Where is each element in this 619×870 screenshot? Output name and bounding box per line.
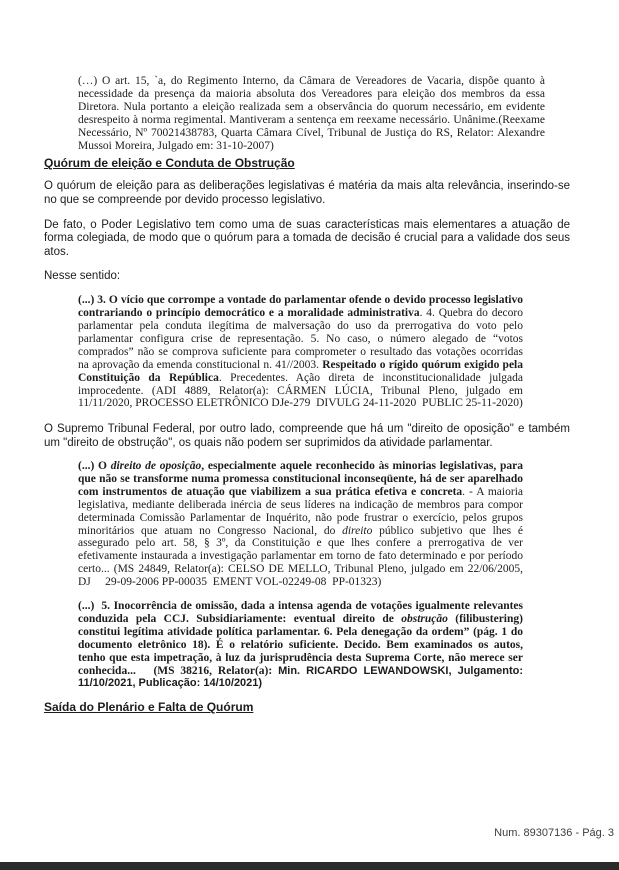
quote-ms-24849-title-bold-italic: [111, 460, 202, 472]
quote-ms-24849: [78, 460, 523, 589]
quote-ms-38216-relator-bold-sans: Min. RICARDO LEWANDOWSKI, Julgamento: 11/10/2021, Publicação: 14/10/2021): [78, 664, 523, 690]
paragraph-nesse-sentido: Nesse sentido:: [44, 269, 121, 282]
paragraph-quorum-relevancia: O quórum de eleição para as deliberações legislativas é matéria da mais alta relevância, inserindo-se no que se compreende por devido processo legislativo.: [44, 180, 570, 206]
quote-reexame-necessario: (…) O art. 15, `a, do Regimento Interno, da Câmara de Vereadores de Vacaria, dispõe quanto à necessidade da presença da maioria absoluta dos Vereadores para eleição dos membros da essa Diretora. Nula portanto a eleição realizada sem a observância do quorum necessário, em evidente desrespeito à norma regimental. Mantiveram a sentença em reexame necessário. Unânime.(Reexame Necessário, Nº 70021438783, Quarta Câmara Cível, Tribunal de Justiça do RS, Relator: Alexandre Mussoi Moreira, Julgado em: 31-10-2007): [78, 75, 545, 152]
quote-ms-38216-obstrucao-bold-italic: [401, 613, 448, 625]
document-content: [44, 75, 570, 714]
quote-ms-38216-lead-bold: (...) 5. Inocorrência de omissão, dada a intensa agenda de votações igualmente relevantes conduzida pela CCJ. Subsidiariamente: eventual direito de: [78, 600, 523, 625]
quote-adi-4889-emphasis-bold: Respeitado o rígido quórum exigido pela Constituição da República: [78, 358, 523, 384]
quote-ms-24849-lead-bold: (...) O: [78, 459, 111, 472]
section-heading-quorum-eleicao: Quórum de eleição e Conduta de Obstrução: [44, 156, 295, 171]
quote-ms-38216: [78, 600, 523, 690]
quote-ms-24849-direito-italic: direito: [342, 524, 373, 537]
quote-ms-24849-mid-text: . - A maioria legislativa, mediante deliberada inércia de seus líderes na indicação de membros para compor determinada Comissão Parlamentar de Inquérito, não pode frustrar o exercício, pelos grupos minoritários que atuam no Congresso Nacional, do: [78, 485, 523, 537]
quote-ms-38216-rest-bold: (filibustering) constitui legítima atividade política parlamentar. 6. Pela denegação da ordem” (pág. 1 do documento eletrônico 18). É o relatório suficiente. Decido. Bem examinados os autos, tenho que esta impetração, à luz da jurisprudência desta Suprema Corte, não merece ser conhecida... (MS 38216, Relator(a):: [78, 612, 523, 677]
quote-adi-4889-mid-text: . 4. Quebra do decoro parlamentar pela conduta ilegítima de malversação do uso da prerrogativa do voto pelo parlamentar configura crise de representação. 5. No caso, o número alegado de “votos comprados” não se comprova suficiente para comprometer o resultado das votações ocorridas na aprovação da emenda constitucional n. 41//2003.: [78, 307, 523, 371]
paragraph-poder-legislativo: De fato, o Poder Legislativo tem como uma de suas características mais elementares a atuação de forma colegiada, de modo que o quórum para a tomada de decisão é crucial para a validade dos seus atos.: [44, 219, 570, 258]
quote-adi-4889-tail-text: . Precedentes. Ação direta de inconstitucionalidade julgada improcedente. (ADI 4889, Relator(a): CÁRMEN LÚCIA, Tribunal Pleno, julgado em 11/11/2020, PROCESSO ELETRÔNICO DJe-279 DIVULG 24-11-2020 PUBLIC 25-11-2020): [78, 371, 523, 410]
quote-ms-24849-rest-bold: , especialmente aquele reconhecido às minorias legislativas, para que não se transforme numa promessa constitucional inconseqüente, há de ser aparelhado com instrumentos de atuação que viabilizem a sua prática efetiva e concreta: [78, 459, 523, 498]
quote-ms-24849-title-italic-text: direito de oposição: [110, 459, 202, 472]
paragraph-stf-direito-oposicao: O Supremo Tribunal Federal, por outro lado, compreende que há um "direito de oposição" e também um "direito de obstrução", os quais não podem ser suprimidos da atividade parlamentar.: [44, 423, 570, 449]
viewer-bottom-bar: [0, 862, 619, 870]
quote-ms-24849-tail-text: público subjetivo que lhes é assegurado pelo art. 58, § 3º, da Constituição e que lhes confere a prerrogativa de ver efetivamente instaurada a investigação parlamentar em torno de fato determinado e por período certo... (MS 24849, Relator(a): CELSO DE MELLO, Tribunal Pleno, julgado em 22/06/2005, DJ 29-09-2006 PP-00035 EMENT VOL-02249-08 PP-01323): [78, 524, 523, 589]
quote-adi-4889: [78, 294, 523, 410]
page-number-label: Num. 89307136 - Pág. 3: [494, 827, 614, 839]
quote-adi-4889-lead-bold: (...) 3. O vício que corrompe a vontade do parlamentar ofende o devido processo legislativo contrariando o princípio democrático e a moralidade administrativa: [78, 294, 523, 320]
quote-ms-38216-obstrucao-italic-text: obstrução: [401, 612, 448, 625]
section-heading-saida-plenario: Saída do Plenário e Falta de Quórum: [44, 700, 254, 715]
